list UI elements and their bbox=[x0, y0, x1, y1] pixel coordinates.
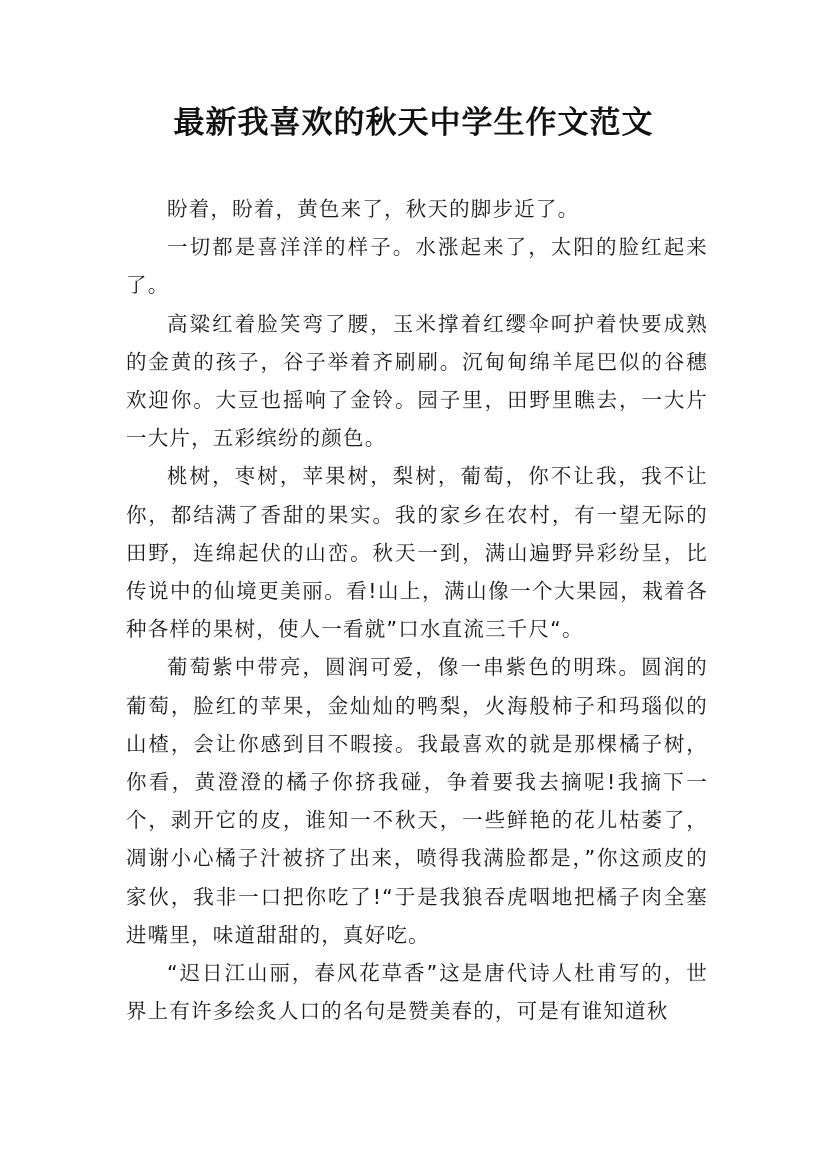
paragraph: “迟日江山丽，春风花草香”这是唐代诗人杜甫写的，世界上有许多绘炙人口的名句是赞美春的，可是有谁知道秋 bbox=[126, 961, 708, 1024]
paragraph: 盼着，盼着，黄色来了，秋天的脚步近了。 bbox=[167, 197, 580, 221]
document-title: 最新我喜欢的秋天中学生作文范文 bbox=[173, 105, 654, 141]
paragraph: 一切都是喜洋洋的样子。水涨起来了，太阳的脸红起来了。 bbox=[126, 235, 708, 298]
paragraph: 桃树，枣树，苹果树，梨树，葡萄，你不让我，我不让你，都结满了香甜的果实。我的家乡在农村，有一望无际的田野，连绵起伏的山峦。秋天一到，满山遍野异彩纷呈，比传说中的仙境更美丽。看!山上，满山像一个大果园，栽着各种各样的果树，使人一看就”口水直流三千尺“。 bbox=[126, 464, 708, 642]
paragraph: 高粱红着脸笑弯了腰，玉米撑着红缨伞呵护着快要成熟的金黄的孩子，谷子举着齐刷刷。沉甸甸绵羊尾巴似的谷穗欢迎你。大豆也摇响了金铃。园子里，田野里瞧去，一大片一大片，五彩缤纷的颜色。 bbox=[126, 311, 708, 451]
document-body bbox=[126, 190, 708, 1030]
paragraph: 葡萄紫中带亮，圆润可爱，像一串紫色的明珠。圆润的葡萄，脸红的苹果，金灿灿的鸭梨，火海般柿子和玛瑙似的山楂，会让你感到目不暇接。我最喜欢的就是那棵橘子树，你看，黄澄澄的橘子你挤我碰，争着要我去摘呢!我摘下一个，剥开它的皮，谁知一不秋天，一些鲜艳的花儿枯萎了，凋谢小心橘子汁被挤了出来，喷得我满脸都是，”你这顽皮的家伙，我非一口把你吃了!“于是我狼吞虎咽地把橘子肉全塞进嘴里，味道甜甜的，真好吃。 bbox=[126, 655, 708, 947]
